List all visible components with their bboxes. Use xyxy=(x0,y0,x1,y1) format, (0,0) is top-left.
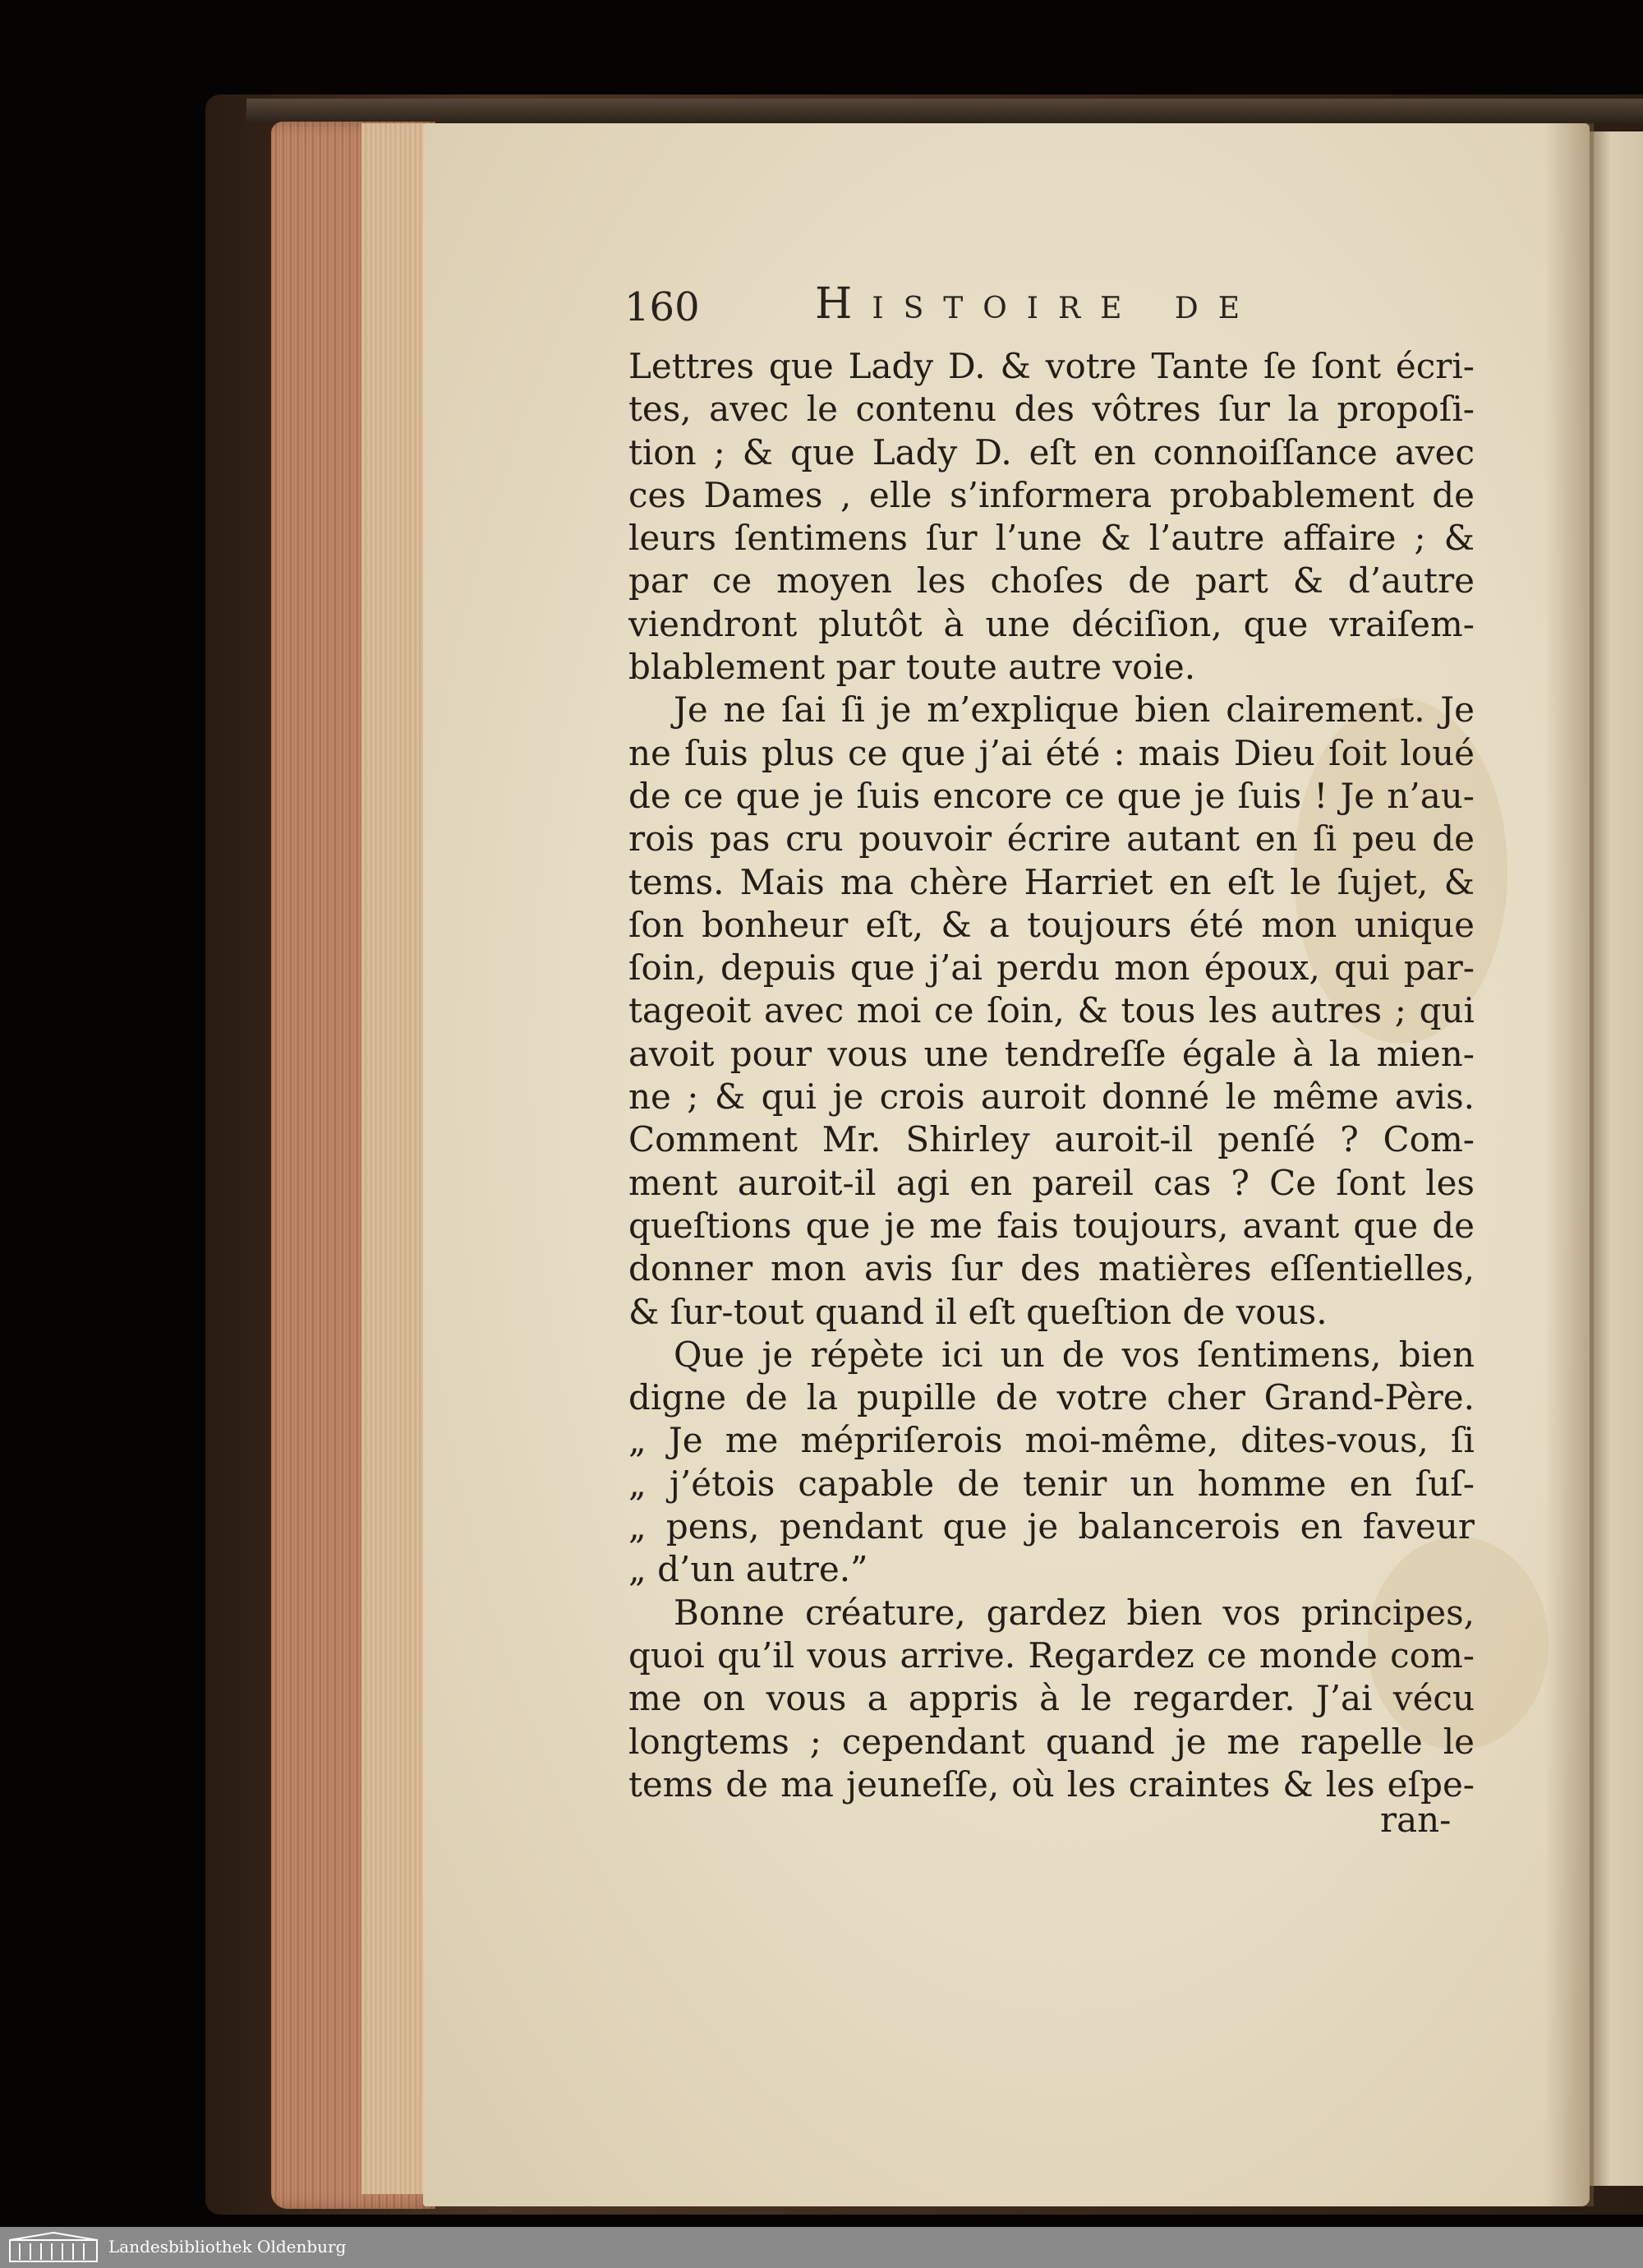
text-line: tems de ma jeuneſſe, où les craintes & les eſpe- xyxy=(628,1763,1475,1805)
text-line: avoit pour vous une tendreſſe égale à la mien- xyxy=(628,1033,1475,1074)
text-line: ne ; & qui je crois auroit donné le même avis. xyxy=(628,1076,1475,1118)
text-line: Je ne ſai ſi je m’explique bien clairement. Je xyxy=(674,689,1475,731)
text-line: quoi qu’il vous arrive. Regardez ce monde com- xyxy=(628,1634,1475,1676)
text-line: „ Je me mépriſerois moi-même, dites-vous, ſi xyxy=(628,1420,1475,1461)
library-building-icon xyxy=(8,2232,99,2263)
text-line: viendront plutôt à une déciſion, que vraiſem- xyxy=(628,603,1475,644)
text-line: ne ſuis plus ce que j’ai été : mais Dieu ſoit loué xyxy=(628,732,1475,773)
text-line: de ce que je ſuis encore ce que je ſuis ! Je n’au- xyxy=(628,775,1475,816)
text-line: me on vous a appris à le regarder. J’ai vécu xyxy=(628,1678,1475,1719)
text-line: & ſur-tout quand il eſt queſtion de vous. xyxy=(628,1291,1328,1332)
text-line: digne de la pupille de votre cher Grand-Père. xyxy=(628,1377,1475,1418)
library-label: Landesbibliothek Oldenburg xyxy=(108,2237,347,2256)
text-line: „ d’un autre.” xyxy=(628,1549,868,1590)
text-line: rois pas cru pouvoir écrire autant en ſi peu de xyxy=(628,818,1475,860)
text-line: ces Dames , elle s’informera probablement de xyxy=(628,474,1475,515)
text-line: Comment Mr. Shirley auroit-il penſé ? Com- xyxy=(628,1119,1475,1160)
text-line: „ j’étois capable de tenir un homme en ſuſ- xyxy=(628,1463,1475,1504)
text-line: tion ; & que Lady D. eſt en connoiſſance avec xyxy=(628,431,1475,472)
text-line: ſon bonheur eſt, & a toujours été mon unique xyxy=(628,904,1475,945)
text-line: par ce moyen les choſes de part & d’autre xyxy=(628,560,1475,602)
text-line: donner mon avis ſur des matières eſſentielles, xyxy=(628,1248,1475,1289)
cover-top-edge xyxy=(246,99,1643,123)
page-number: 160 xyxy=(624,284,700,330)
text-line: tems. Mais ma chère Harriet en eſt le ſujet, & xyxy=(628,861,1475,902)
text-line: leurs ſentimens ſur l’une & l’autre affaire ; & xyxy=(628,518,1475,559)
page-gutter-shadow xyxy=(1544,123,1594,2206)
body-text xyxy=(628,345,1475,1806)
text-line: queſtions que je me fais toujours, avant que de xyxy=(628,1205,1475,1246)
text-line: Lettres que Lady D. & votre Tante ſe ſont écri- xyxy=(628,346,1475,386)
running-head xyxy=(624,279,1528,337)
text-line: „ pens, pendant que je balancerois en faveur xyxy=(628,1506,1475,1547)
text-line: Que je répète ici un de vos ſentimens, bien xyxy=(674,1334,1475,1375)
text-line: blablement par toute autre voie. xyxy=(628,647,1196,688)
text-line: tageoit avec moi ce ſoin, & tous les autres ; qui xyxy=(628,990,1475,1031)
text-line: Bonne créature, gardez bien vos principes, xyxy=(674,1592,1475,1633)
text-line: ment auroit-il agi en pareil cas ? Ce ſont les xyxy=(628,1162,1475,1203)
running-title: Histoire de xyxy=(815,279,1260,329)
catchword: ran- xyxy=(1380,1800,1452,1840)
footer-bar xyxy=(0,2227,1643,2268)
facing-page-edge xyxy=(1590,131,1643,2186)
text-line: ſoin, depuis que j’ai perdu mon époux, qui par- xyxy=(628,947,1475,989)
text-line: longtems ; cependant quand je me rapelle le xyxy=(628,1721,1475,1762)
text-line: tes, avec le contenu des vôtres ſur la propoſi- xyxy=(628,389,1475,430)
